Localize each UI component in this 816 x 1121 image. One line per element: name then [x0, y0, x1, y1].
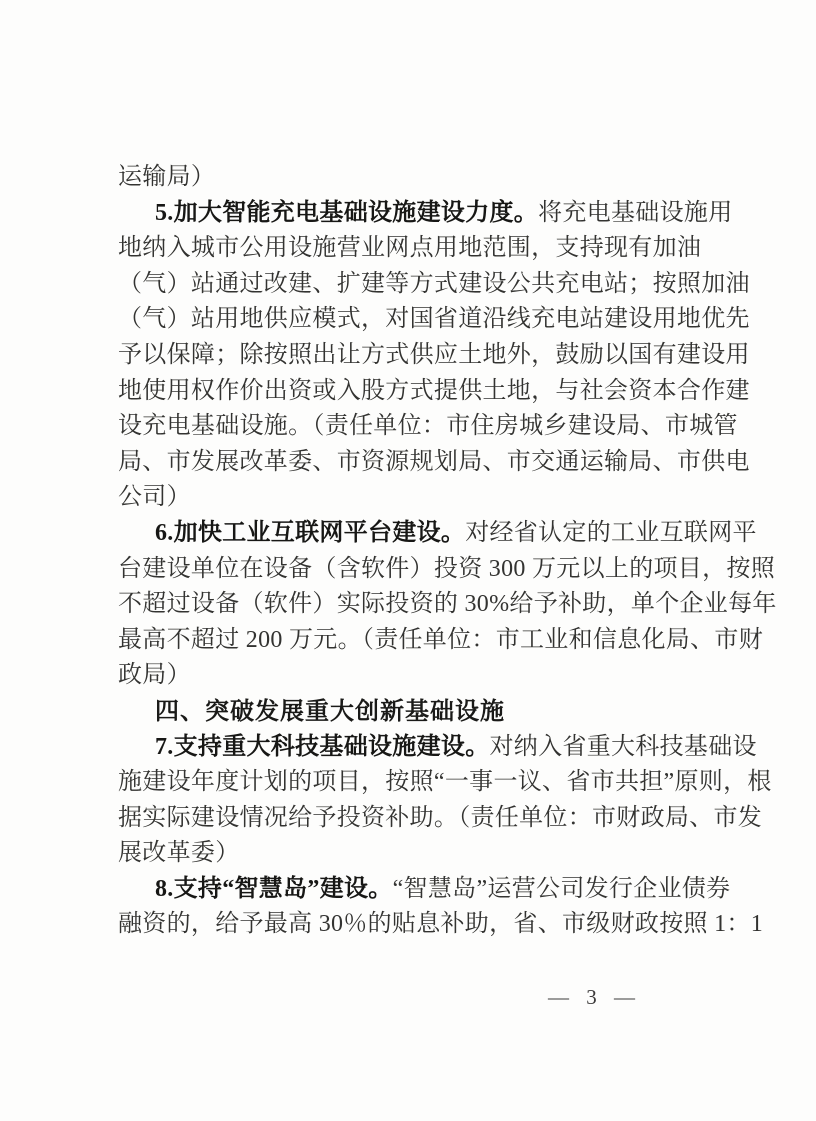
- bold-text-run: 6.加快工业互联网平台建设。: [155, 519, 466, 546]
- text-run: 对经省认定的工业互联网平: [465, 519, 757, 546]
- text-run: 局、市发展改革委、市资源规划局、市交通运输局、市供电: [118, 448, 750, 475]
- text-run: 运输局）: [118, 164, 216, 190]
- text-run: 地使用权作价出资或入股方式提供土地，与社会资本合作建: [118, 377, 750, 404]
- text-line: [118, 907, 763, 943]
- text-run: 设充电基础设施。（责任单位：市住房城乡建设局、市城管: [118, 413, 738, 440]
- text-run: 政局）: [118, 662, 191, 689]
- text-run: 不超过设备（软件）实际投资的 30%给予补助，单个企业每年: [118, 591, 777, 618]
- bold-text-run: 5.加大智能充电基础设施建设力度。: [155, 199, 539, 226]
- text-line: [118, 765, 772, 801]
- text-run: 地纳入城市公用设施营业网点用地范围，支持现有加油: [118, 235, 702, 262]
- text-run: （气）站用地供应模式，对国省道沿线充电站建设用地优先: [118, 306, 750, 333]
- text-line: [118, 623, 763, 659]
- text-run: 展改革委）: [118, 840, 240, 867]
- bold-text-run: 7.支持重大科技基础设施建设。: [155, 733, 490, 760]
- text-line: [118, 516, 757, 552]
- text-line: [118, 445, 750, 481]
- bold-text-run: 四、突破发展重大创新基础设施: [155, 697, 505, 725]
- text-line: [118, 552, 775, 588]
- text-run: 融资的，给予最高 30％的贴息补助，省、市级财政按照 1：1: [118, 911, 763, 938]
- page-number: — 3 —: [548, 985, 641, 1009]
- bold-text-run: 8.支持“智慧岛”建设。: [155, 875, 393, 902]
- text-line: [118, 587, 777, 623]
- text-line: [118, 836, 738, 872]
- text-run: 最高不超过 200 万元。（责任单位：市工业和信息化局、市财: [118, 626, 763, 653]
- text-line: [118, 374, 750, 410]
- text-line: [118, 658, 738, 694]
- text-line: [118, 302, 750, 338]
- text-run: 施建设年度计划的项目，按照“一事一议、省市共担”原则，根: [118, 769, 772, 796]
- text-line: [118, 267, 750, 303]
- section-heading-line: [118, 694, 738, 730]
- text-run: 对纳入省重大科技基础设: [489, 733, 757, 760]
- text-line: [118, 231, 738, 267]
- text-run: “智慧岛”运营公司发行企业债券: [392, 875, 731, 902]
- text-line: [118, 160, 738, 196]
- text-line: [118, 801, 763, 837]
- text-run: 将充电基础设施用: [538, 199, 733, 226]
- text-line: [118, 730, 757, 766]
- text-run: （气）站通过改建、扩建等方式建设公共充电站；按照加油: [118, 270, 750, 297]
- text-line: [118, 196, 738, 232]
- text-line: [118, 872, 738, 908]
- text-run: 公司）: [118, 484, 191, 511]
- text-line: [118, 409, 738, 445]
- text-run: 予以保障；除按照出让方式供应土地外，鼓励以国有建设用: [118, 341, 750, 368]
- text-line: [118, 480, 738, 516]
- text-run: 台建设单位在设备（含软件）投资 300 万元以上的项目，按照: [118, 555, 775, 582]
- document-body: [118, 160, 777, 943]
- text-line: [118, 338, 750, 374]
- text-run: 据实际建设情况给予投资补助。（责任单位：市财政局、市发: [118, 804, 763, 831]
